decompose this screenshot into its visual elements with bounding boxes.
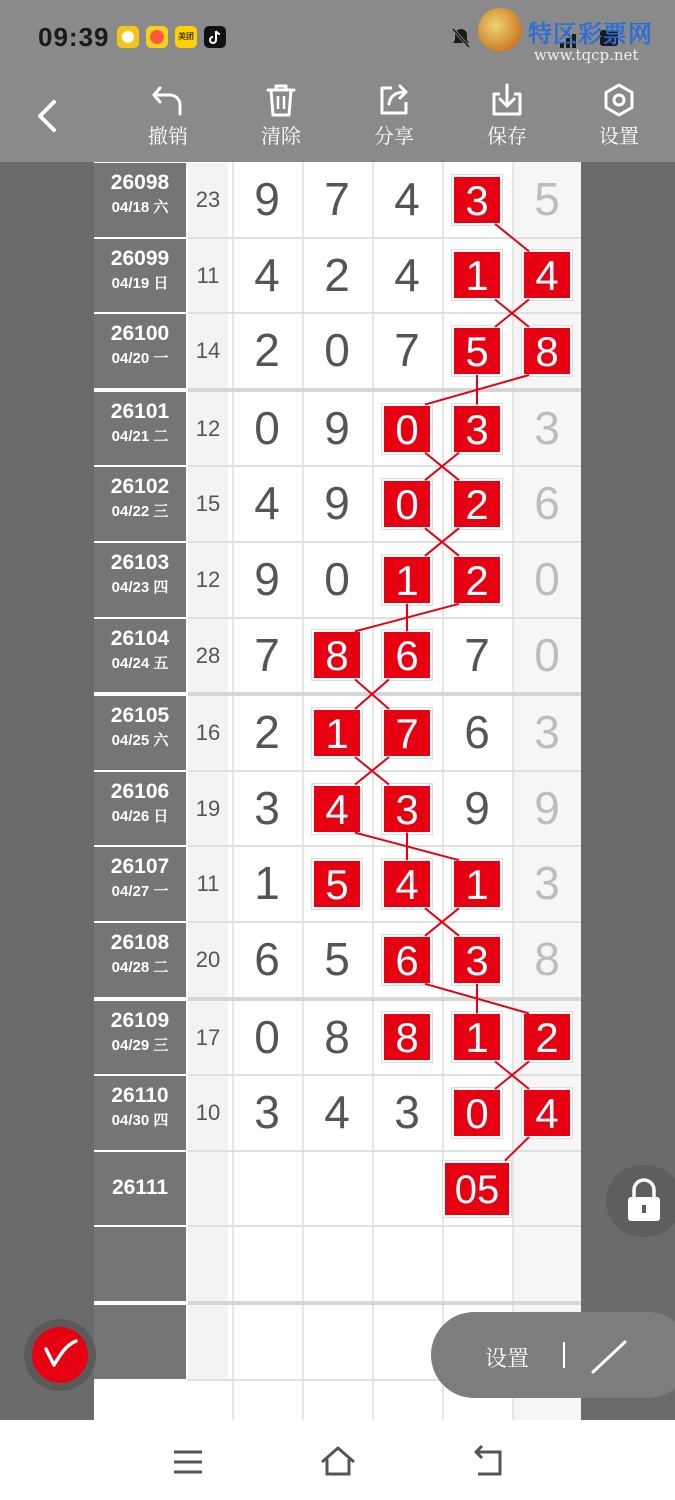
navigation-bar [0,1420,675,1500]
sum-cell: 28 [188,619,228,693]
line-tool-icon [583,1332,639,1380]
sum-cell: 16 [188,696,228,770]
trend-lines [94,162,581,1420]
lock-icon [606,1165,675,1237]
back-button[interactable] [30,96,66,136]
digit-cell: 2 [254,324,280,377]
pen-button-inner [32,1327,88,1383]
issue-date: 04/22 三 [111,503,169,521]
highlighted-digit[interactable]: 1 [452,859,502,909]
digit-cell: 4 [254,248,280,301]
watermark-url: www.tqcp.net [534,46,639,64]
highlighted-digit[interactable]: 5 [452,326,502,376]
digit-cell: 3 [534,401,560,454]
highlighted-digit[interactable]: 8 [382,1012,432,1062]
trend-line [495,224,529,252]
sum-cell: 14 [188,314,228,388]
highlighted-digit[interactable]: 8 [312,630,362,680]
sum-cell: 11 [188,239,228,313]
digit-cell: 9 [534,781,560,834]
issue-number: 26109 [110,1008,170,1032]
highlighted-digit[interactable]: 0 [382,404,432,454]
digit-cell: 7 [324,173,350,225]
highlighted-digit[interactable]: 1 [452,1012,502,1062]
sum-cell: 23 [188,163,228,237]
prediction-cell[interactable]: 05 [443,1161,511,1217]
digit-cell: 6 [254,933,280,985]
menu-nav-button[interactable] [168,1444,208,1480]
highlighted-digit[interactable]: 0 [382,479,432,529]
status-time: 09:39 [38,22,110,52]
menu-icon [168,1444,208,1480]
issue-number: 26102 [110,475,170,499]
digit-cell: 6 [534,477,560,530]
digit-cell: 7 [254,628,280,681]
highlighted-digit[interactable]: 1 [382,555,432,605]
highlighted-digit[interactable]: 6 [382,630,432,680]
highlighted-digit[interactable]: 3 [452,935,502,985]
digit-cell: 0 [324,324,350,377]
lock-button[interactable] [606,1165,675,1237]
pill-separator [563,1342,565,1368]
undo-label: 撤销 [148,126,188,148]
home-icon [316,1442,360,1482]
sum-cell: 12 [188,392,228,466]
highlighted-digit[interactable]: 4 [382,859,432,909]
issue-number: 26101 [110,399,170,423]
digit-cell: 5 [324,933,350,985]
digit-cell: 9 [254,173,280,225]
trash-icon [263,82,299,118]
issue-date: 04/18 六 [111,199,169,216]
sum-cell: 20 [188,923,228,997]
issue-number: 26104 [110,626,170,650]
digit-cell: 3 [254,1086,280,1139]
watermark [478,8,668,72]
highlighted-digit[interactable]: 1 [452,250,502,300]
digit-cell: 7 [464,628,490,681]
digit-cell: 7 [394,324,420,377]
digit-cell: 4 [394,248,420,301]
share-button[interactable] [354,82,434,149]
settings-icon [601,82,637,118]
meituan-icon: 美团 [175,26,197,48]
digit-cell: 9 [254,553,280,605]
issue-date: 04/30 四 [111,1112,169,1130]
watermark-title: 特区彩票网 [528,21,653,48]
issue-date: 04/25 六 [111,732,169,750]
highlighted-digit[interactable]: 2 [452,555,502,605]
issue-number: 26108 [110,931,170,954]
sum-cell: 17 [188,1001,228,1075]
digit-cell: 6 [464,706,490,759]
digit-cell: 3 [534,857,560,910]
issue-date: 04/19 日 [111,274,169,292]
digit-cell: 3 [394,1086,420,1139]
issue-date: 04/29 三 [111,1036,169,1054]
back-nav-icon [466,1442,510,1482]
highlighted-digit[interactable]: 2 [452,479,502,529]
highlighted-digit[interactable]: 5 [312,859,362,909]
app-icon-2 [146,26,168,48]
highlighted-digit[interactable]: 3 [452,404,502,454]
highlighted-digit[interactable]: 3 [382,784,432,834]
highlighted-digit[interactable]: 1 [312,708,362,758]
toolbar [0,78,675,162]
digit-cell: 0 [324,553,350,605]
line-tool-button[interactable] [583,1332,639,1380]
issue-number: 26098 [110,171,170,194]
digit-cell: 2 [254,706,280,759]
settings-label: 设置 [599,126,639,148]
issue-number: 26100 [110,322,170,346]
highlighted-digit[interactable]: 8 [522,326,572,376]
highlighted-digit[interactable]: 6 [382,935,432,985]
digit-cell: 1 [254,857,280,910]
issue-number: 26103 [110,551,170,574]
issue-date: 04/23 四 [111,579,169,596]
save-button[interactable] [467,82,547,149]
digit-cell: 8 [534,933,560,985]
share-label: 分享 [374,126,414,148]
issue-number: 26111 [111,1175,169,1199]
highlighted-digit[interactable]: 4 [312,784,362,834]
mute-icon [450,26,472,55]
sum-cell: 12 [188,543,228,617]
drawing-settings-label[interactable]: 设置 [485,1346,530,1371]
digit-cell: 3 [534,706,560,759]
trend-line [505,1137,529,1161]
issue-number: 26099 [110,246,170,270]
issue-date: 04/28 二 [111,959,169,976]
highlighted-digit[interactable]: 4 [522,250,572,300]
clear-label: 清除 [261,126,301,148]
digit-cell: 0 [254,401,280,454]
digit-cell: 9 [324,401,350,454]
digit-cell: 0 [254,1010,280,1063]
highlighted-digit[interactable]: 0 [452,1088,502,1138]
issue-number: 26107 [110,855,170,879]
sum-cell: 10 [188,1076,228,1150]
digit-cell: 4 [324,1086,350,1139]
issue-date: 04/20 一 [111,350,169,368]
watermark-logo [478,8,522,52]
issue-number: 26110 [111,1084,169,1108]
clear-button[interactable] [241,82,321,149]
digit-cell: 4 [394,173,420,225]
drawing-settings-pill[interactable] [431,1312,675,1398]
home-nav-button[interactable] [316,1442,360,1482]
issue-number: 26106 [110,779,170,803]
share-icon [376,82,412,118]
digit-cell: 2 [324,248,350,301]
issue-date: 04/27 一 [111,883,169,901]
download-icon [489,82,525,118]
digit-cell: 5 [534,173,560,225]
highlighted-digit[interactable]: 7 [382,708,432,758]
digit-cell: 0 [534,628,560,681]
sum-cell: 11 [188,847,228,921]
issue-number: 26105 [110,704,170,728]
undo-icon [150,82,186,118]
save-label: 保存 [487,126,527,148]
sum-cell: 19 [188,772,228,846]
digit-cell: 9 [464,781,490,834]
digit-cell: 8 [324,1010,350,1063]
tiktok-icon [204,26,226,48]
digit-cell: 4 [254,477,280,530]
app-icon-1 [117,26,139,48]
digit-cell: 0 [534,553,560,605]
undo-button[interactable] [128,82,208,149]
digit-cell: 3 [254,781,280,834]
issue-date: 04/21 二 [111,427,169,445]
pen-icon [32,1327,88,1383]
chevron-left-icon [30,96,66,136]
highlighted-digit[interactable]: 2 [522,1012,572,1062]
issue-date: 04/24 五 [111,654,169,672]
highlighted-digit[interactable]: 3 [452,175,502,225]
trend-chart[interactable] [94,162,581,1420]
issue-date: 04/26 日 [111,807,169,825]
highlighted-digit[interactable]: 4 [522,1088,572,1138]
back-nav-button[interactable] [466,1442,510,1482]
sum-cell: 15 [188,467,228,541]
settings-button[interactable] [579,82,659,149]
pen-button[interactable] [24,1319,96,1391]
digit-cell: 9 [324,477,350,530]
